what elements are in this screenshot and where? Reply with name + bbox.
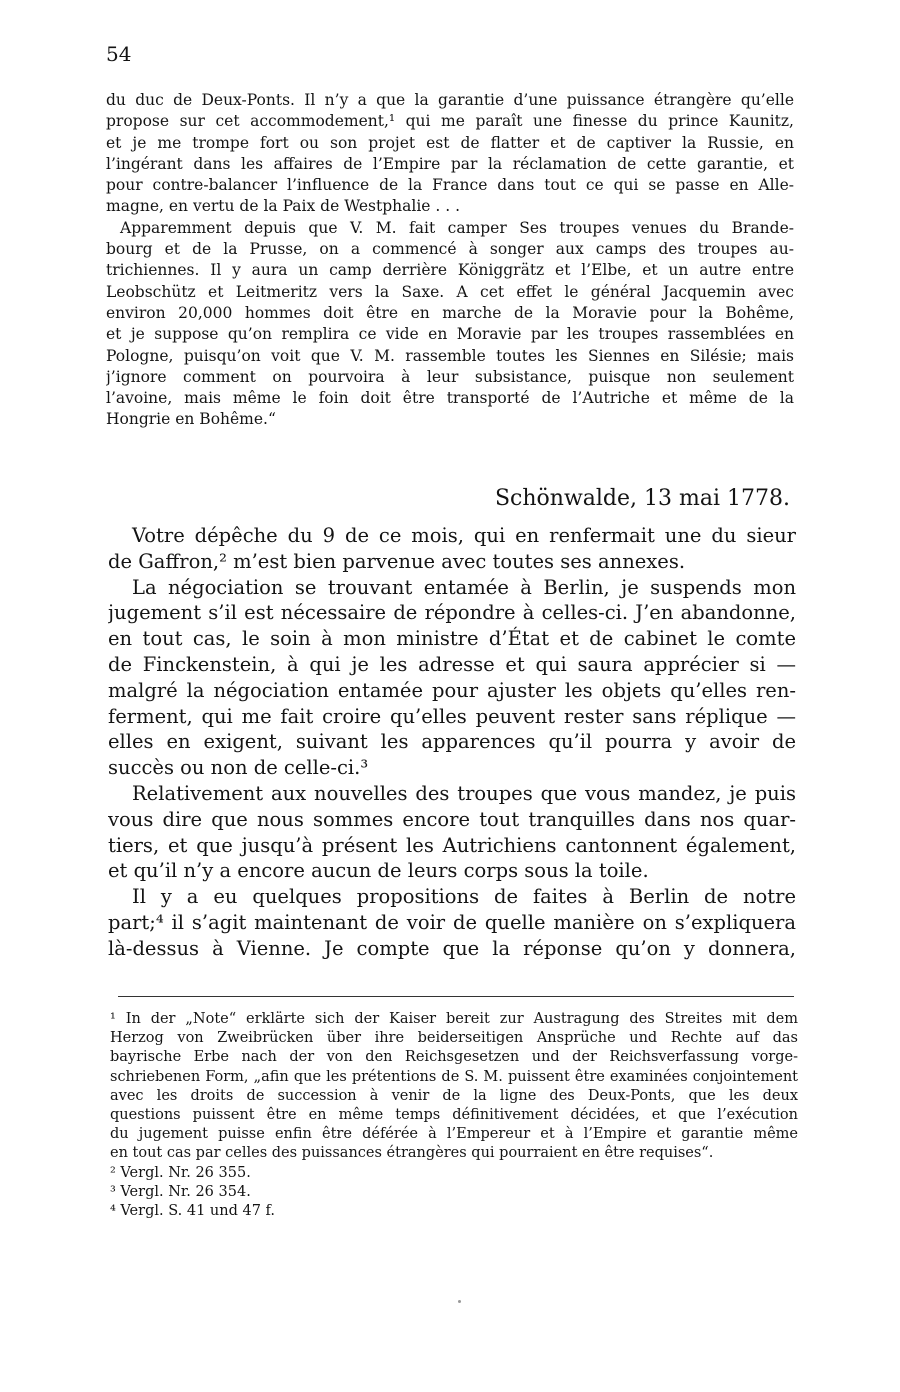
footnote-line: ⁴ Vergl. S. 41 und 47 f. bbox=[110, 1202, 275, 1219]
letter-line: tiers, et que jusqu’à présent les Autrichiens cantonnent également, bbox=[108, 833, 796, 857]
footnote-line: Herzog von Zweibrücken über ihre beiderseitigen Ansprüche und Rechte auf das bbox=[110, 1030, 798, 1047]
footnote-line: en tout cas par celles des puissances étrangères qui pourraient en être requises“. bbox=[110, 1145, 714, 1162]
letter-line: Il y a eu quelques propositions de faites à Berlin de notre bbox=[132, 885, 796, 909]
quote-line: et je me trompe fort ou son projet est de flatter et de captiver la Russie, en bbox=[106, 133, 794, 152]
quote-line: j’ignore comment on pourvoira à leur subsistance, puisque non seulement bbox=[106, 367, 794, 386]
quote-line: Leobschütz et Leitmeritz vers la Saxe. A cet effet le général Jacquemin avec bbox=[106, 282, 794, 301]
quote-line: environ 20,000 hommes doit être en marche de la Moravie pour la Bohême, bbox=[106, 303, 794, 322]
footnotes bbox=[110, 1010, 798, 1221]
footnote-line: bayrische Erbe nach der von den Reichsgesetzen und der Reichsverfassung vorge- bbox=[110, 1049, 798, 1066]
quote-line: Hongrie en Bohême.“ bbox=[106, 410, 276, 429]
letter-line: part;⁴ il s’agit maintenant de voir de quelle manière on s’expliquera bbox=[108, 910, 796, 934]
quote-line: Pologne, puisqu’on voit que V. M. rassemble toutes les Siennes en Silésie; mais bbox=[106, 346, 794, 365]
footnote-line: du jugement puisse enfin être déférée à l’Empereur et à l’Empire et garantie même bbox=[110, 1126, 798, 1143]
footnote-divider bbox=[118, 996, 794, 997]
quote-line: Apparemment depuis que V. M. fait camper Ses troupes venues du Brande- bbox=[120, 218, 794, 237]
letter-line: en tout cas, le soin à mon ministre d’État et de cabinet le comte bbox=[108, 627, 796, 651]
footnote-line: ¹ In der „Note“ erklärte sich der Kaiser bereit zur Austragung des Streites mit dem bbox=[110, 1011, 798, 1027]
footnote-line: avec les droits de succession à venir de la ligne des Deux-Ponts, que les deux bbox=[110, 1087, 798, 1104]
quote-line: pour contre-balancer l’influence de la France dans tout ce qui se passe en Alle- bbox=[106, 176, 794, 195]
quoted-report bbox=[106, 90, 794, 431]
letter-line: et qu’il n’y a encore aucun de leurs corps sous la toile. bbox=[108, 859, 649, 883]
quote-line: l’avoine, mais même le foin doit être transporté de l’Autriche et même de la bbox=[106, 389, 794, 408]
quote-line: l’ingérant dans les affaires de l’Empire par la réclamation de cette garantie, et bbox=[106, 154, 794, 173]
letter-dateline: Schönwalde, 13 mai 1778. bbox=[494, 486, 790, 511]
quote-line: du duc de Deux-Ponts. Il n’y a que la garantie d’une puissance étrangère qu’elle bbox=[106, 91, 794, 109]
letter-line: de Finckenstein, à qui je les adresse et qui saura apprécier si — bbox=[108, 652, 796, 676]
letter-line: Votre dépêche du 9 de ce mois, qui en renfermait une du sieur bbox=[132, 524, 796, 547]
letter-line: jugement s’il est nécessaire de répondre à celles-ci. J’en abandonne, bbox=[108, 601, 796, 625]
letter-line: malgré la négociation entamée pour ajuster les objets qu’elles ren- bbox=[108, 678, 796, 702]
footnote-line: ³ Vergl. Nr. 26 354. bbox=[110, 1183, 251, 1200]
letter-line: La négociation se trouvant entamée à Berlin, je suspends mon bbox=[132, 575, 796, 599]
letter-line: vous dire que nous sommes encore tout tranquilles dans nos quar- bbox=[108, 807, 796, 831]
footnote-line: schriebenen Form, „afin que les prétentions de S. M. puissent être examinées conjointement bbox=[110, 1068, 798, 1085]
quote-line: trichiennes. Il y aura un camp derrière Königgrätz et l’Elbe, et un autre entre bbox=[106, 261, 794, 280]
footnote-line: ² Vergl. Nr. 26 355. bbox=[110, 1164, 251, 1181]
letter-line: là-dessus à Vienne. Je compte que la réponse qu’on y donnera, bbox=[108, 936, 796, 960]
letter-line: elles en exigent, suivant les apparences qu’il pourra y avoir de bbox=[108, 730, 796, 754]
letter-body bbox=[108, 523, 796, 962]
quote-line: magne, en vertu de la Paix de Westphalie . . . bbox=[106, 197, 461, 216]
quote-line: bourg et de la Prusse, on a commencé à songer aux camps des troupes au- bbox=[106, 240, 794, 259]
letter-line: de Gaffron,² m’est bien parvenue avec toutes ses annexes. bbox=[108, 549, 686, 573]
page-number: 54 bbox=[106, 42, 132, 66]
letter-line: succès ou non de celle-ci.³ bbox=[108, 756, 369, 780]
quote-line: propose sur cet accommodement,¹ qui me paraît une finesse du prince Kaunitz, bbox=[106, 112, 794, 131]
letter-line: Relativement aux nouvelles des troupes que vous mandez, je puis bbox=[132, 781, 796, 805]
letter-line: ferment, qui me fait croire qu’elles peuvent rester sans réplique — bbox=[108, 704, 796, 728]
print-speck bbox=[458, 1300, 461, 1303]
footnote-line: questions puissent être en même temps définitivement décidées, et que l’exécution bbox=[110, 1106, 798, 1123]
quote-line: et je suppose qu’on remplira ce vide en Moravie par les troupes rassemblées en bbox=[106, 325, 794, 344]
